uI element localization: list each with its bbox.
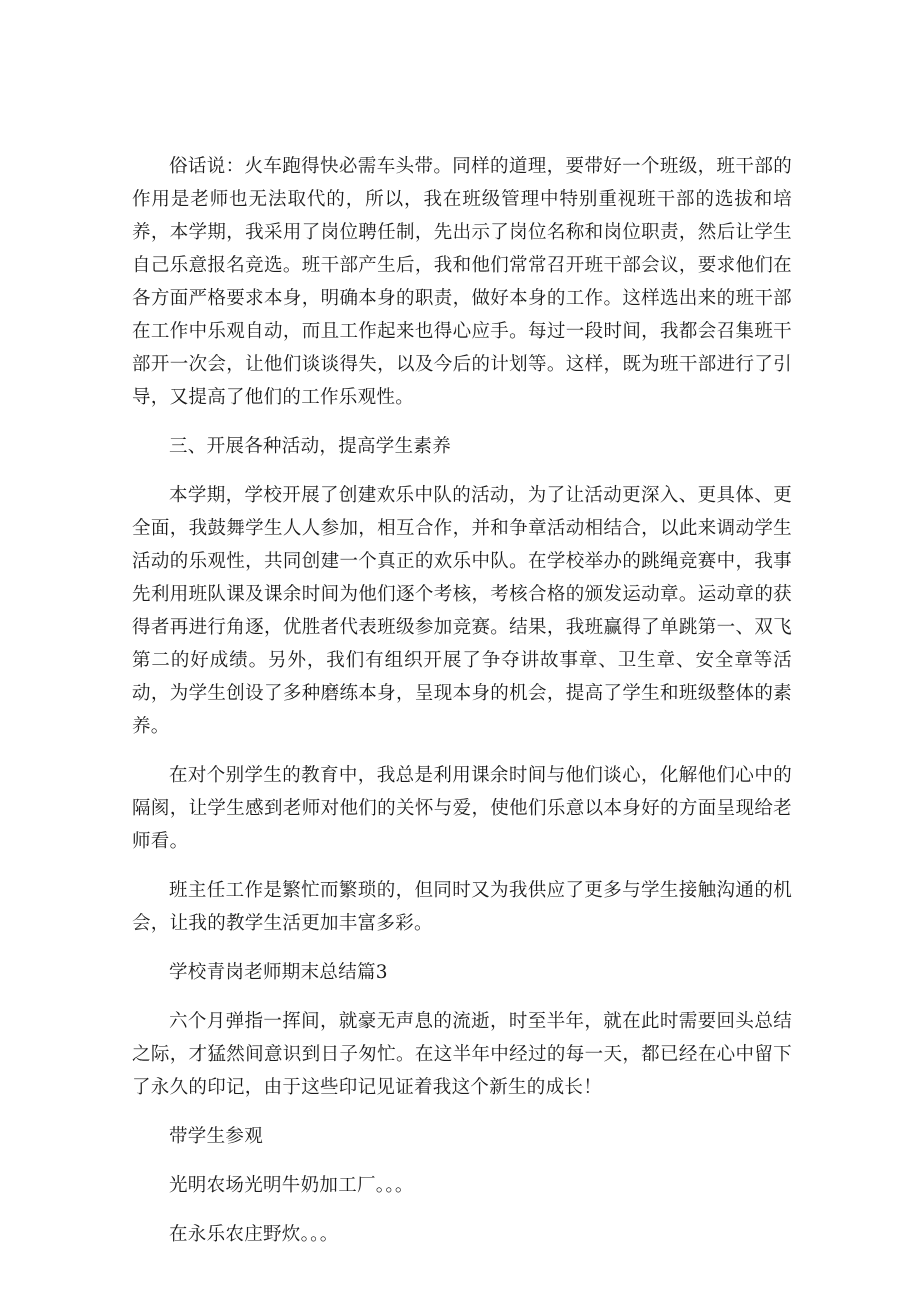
paragraph-gap [132, 1202, 792, 1218]
paragraph-gap [132, 414, 792, 430]
paragraph-gap [132, 989, 792, 1005]
item-farm-picnic: 在永乐农庄野炊。。。 [169, 1224, 339, 1245]
paragraph-gap [132, 1104, 792, 1120]
paragraph-individual-education: 在对个别学生的教育中，我总是利用课余时间与他们谈心，化解他们心中的隔阂，让学生感到老师对他们的关怀与爱，使他们乐意以本身好的方面呈现给老师看。 [132, 765, 792, 852]
paragraph-gap [132, 940, 792, 956]
paragraph-class-cadres: 俗话说：火车跑得快必需车头带。同样的道理，要带好一个班级，班干部的作用是老师也无法取代的，所以，我在班级管理中特别重视班干部的选拔和培养，本学期，我采用了岗位聘任制，先出示了岗位名称和岗位职责，然后让学生自己乐意报名竞选。班干部产生后，我和他们常常召开班干部会议，要求他们在各方面严格要求本身，明确本身的职责，做好本身的工作。这样选出来的班干部在工作中乐观自动，而且工作起来也得心应手。每过一段时间，我都会召集班干部开一次会，让他们谈谈得失，以及今后的计划等。这样，既为班干部进行了引导，又提高了他们的工作乐观性。 [132, 156, 792, 408]
item-student-visit: 带学生参观 [169, 1126, 264, 1147]
section-heading-activities: 三、开展各种活动，提高学生素养 [169, 436, 452, 457]
paragraph-happy-squadron: 本学期，学校开展了创建欢乐中队的活动，为了让活动更深入、更具体、更全面，我鼓舞学生人人参加，相互合作，并和争章活动相结合，以此来调动学生活动的乐观性，共同创建一个真正的欢乐中队。在学校举办的跳绳竞赛中，我事先利用班队课及课余时间为他们逐个考核，考核合格的颁发运动章。运动章的获得者再进行角逐，优胜者代表班级参加竞赛。结果，我班赢得了单跳第一、双飞第二的好成绩。另外，我们有组织开展了争夺讲故事章、卫生章、安全章等活动，为学生创设了多种磨练本身，呈现本身的机会，提高了学生和班级整体的素养。 [132, 485, 792, 737]
paragraph-gap [132, 1153, 792, 1169]
article-title-part-3: 学校青岗老师期末总结篇3 [169, 962, 388, 983]
paragraph-gap [132, 463, 792, 479]
paragraph-head-teacher-work: 班主任工作是繁忙而繁琐的，但同时又为我供应了更多与学生接触沟通的机会，让我的教学生活更加丰富多彩。 [132, 880, 792, 934]
document-body [132, 150, 792, 1251]
paragraph-gap [132, 743, 792, 759]
item-milk-factory: 光明农场光明牛奶加工厂。。。 [169, 1175, 414, 1196]
paragraph-six-months: 六个月弹指一挥间，就豪无声息的流逝，时至半年，就在此时需要回头总结之际，才猛然间意识到日子匆忙。在这半年中经过的每一天，都已经在心中留下了永久的印记，由于这些印记见证着我这个新生的成长！ [132, 1011, 792, 1098]
paragraph-gap [132, 858, 792, 874]
